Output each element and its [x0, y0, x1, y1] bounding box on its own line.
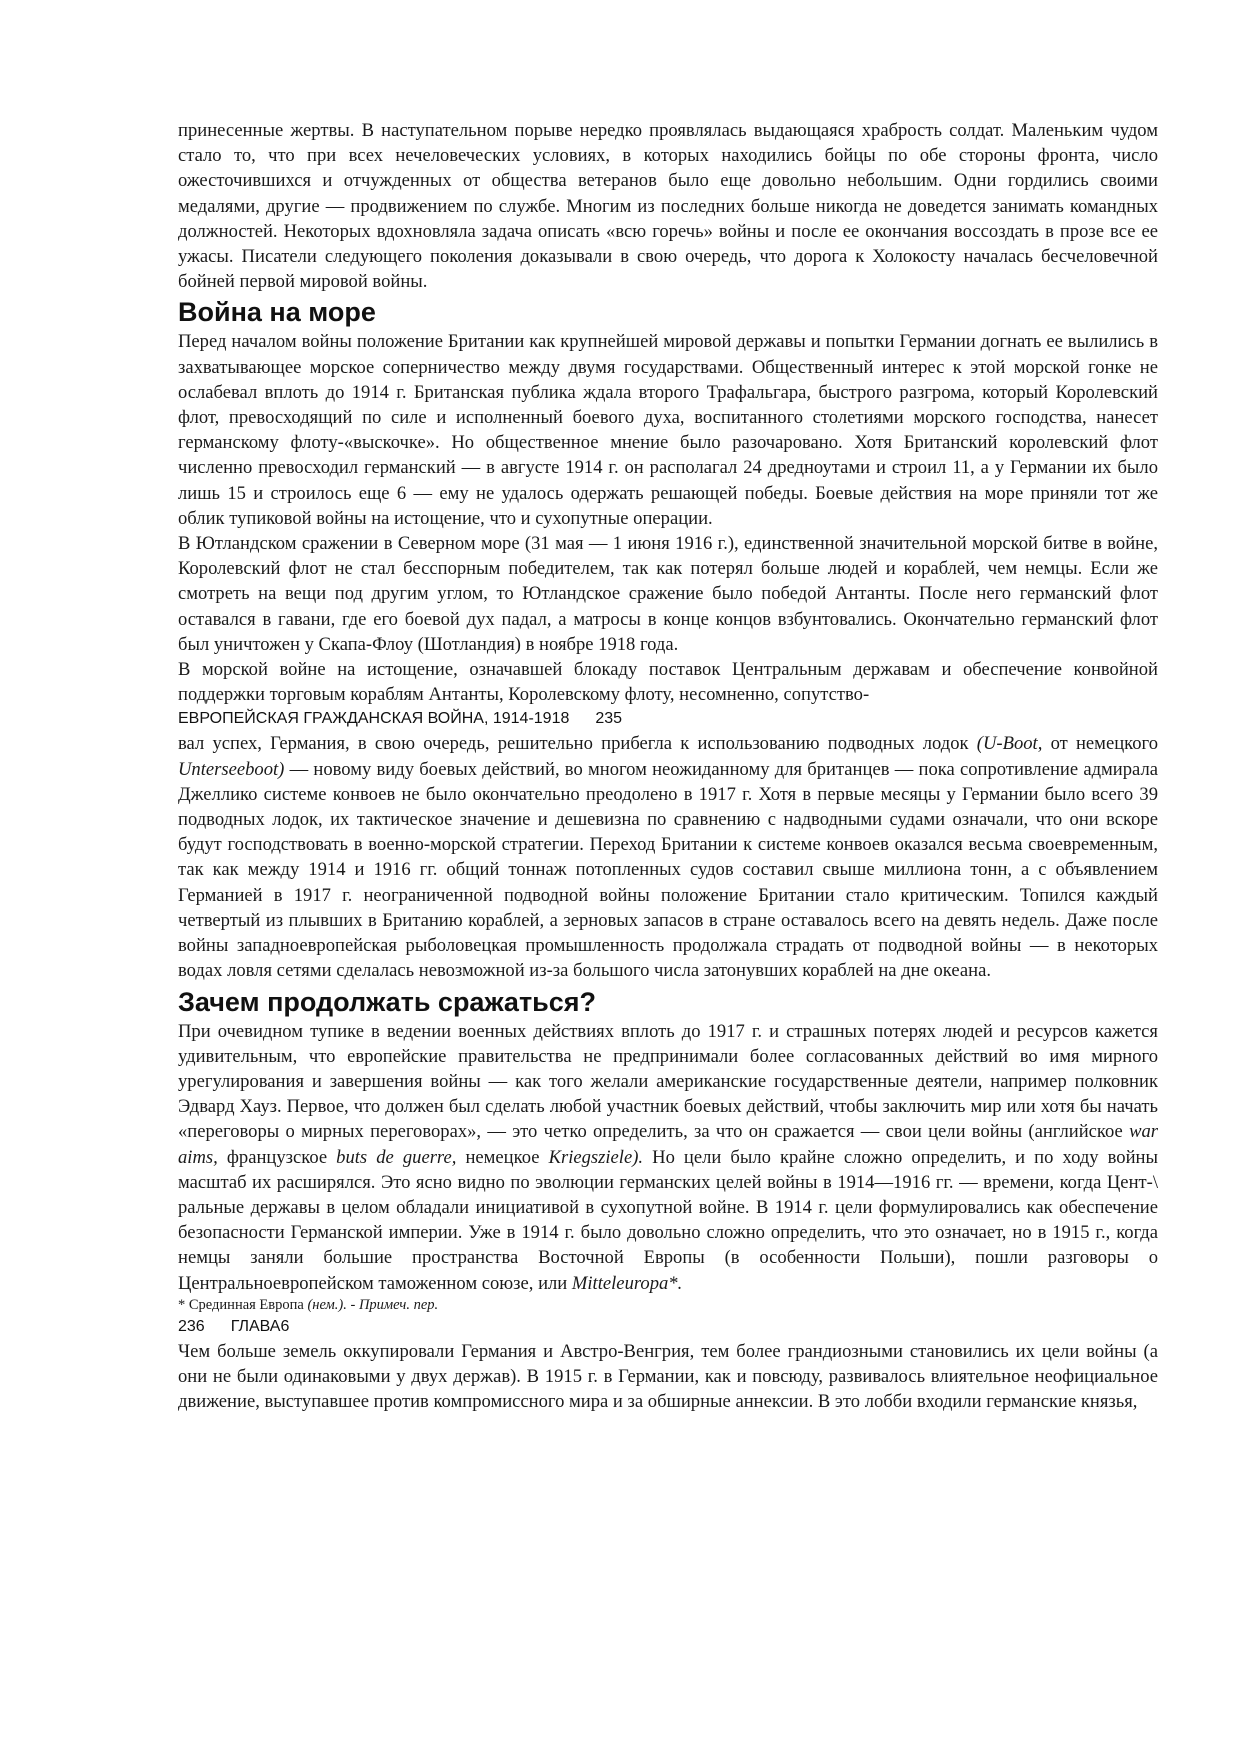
paragraph-war-aims	[178, 1019, 1158, 1296]
italic-term: buts de guerre,	[336, 1146, 457, 1168]
text-run: Но цели было крайне сложно определить, и по ходу войны масштаб их расширялся. Это ясно видно по эволюции германских целей войны в 1914—1916 гг. — времени, когда Цент-\ ральные державы в целом обладали инициативой в сухопутной войне. В 1914 г. цели формулировались как обеспечение безопасности Германской империи. Уже в 1914 г. было довольно сложно определить, что это означает, но в 1915 г., когда немцы заняли большие пространства Восточной Европы (в особенности Польши), пошли разговоры о Центральноевропейском таможенном союзе, или	[178, 1146, 1159, 1294]
paragraph-jutland: В Ютландском сражении в Северном море (31 мая — 1 июня 1916 г.), единственной значительной морской битве в войне, Королевский флот не стал бесспорным победителем, так как потерял больше людей и кораблей, чем немцы. Если же смотреть на вещи под другим углом, то Ютландское сражение было победой Антанты. После него германский флот оставался в гавани, где его боевой дух падал, а матросы в конце концов взбунтовались. Окончательно германский флот был уничтожен у Скапа-Флоу (Шотландия) в ноябре 1918 года.	[178, 533, 1158, 655]
paragraph-sacrifices: принесенные жертвы. В наступательном порыве нередко проявлялась выдающаяся храбрость солдат. Маленьким чудом стало то, что при всех нечеловеческих условиях, в которых находились бойцы по обе стороны фронта, число ожесточившихся и отчужденных от общества ветеранов было еще довольно небольшим. Одни гордились своими медалями, другие — продвижением по службе. Многим из последних больше никогда не доведется занимать командных должностей. Некоторых вдохновляла задача описать «всю горечь» войны и после ее окончания воссоздать в прозе все ее ужасы. Писатели следующего поколения доказывали в свою очередь, что дорога к Холокосту началась бесчеловечной бойней первой мировой войны.	[178, 120, 1158, 293]
footnote-italic: (нем.). - Примеч. пер.	[307, 1296, 439, 1313]
footnote	[178, 1296, 1158, 1315]
paragraph-naval-rivalry: Перед началом войны положение Британии как крупнейшей мировой державы и попытки Германии догнать ее вылились в захватывающее морское соперничество между двумя государствами. Общественный интерес к этой морской гонке не ослабевал вплоть до 1914 г. Британская публика ждала второго Трафальгара, быстрого разгрома, который Королевский флот, превосходящий по силе и исполненный боевого духа, воспитанного столетиями морского господства, нанесет германскому флоту-«выскочке». Но общественное мнение было разочаровано. Хотя Британский королевский флот численно превосходил германский — в августе 1914 г. он располагал 24 дредноутами и строил 11, а у Германии их было лишь 15 и строилось еще 6 — ему не удалось одержать решающей победы. Боевые действия на море приняли тот же облик тупиковой войны на истощение, что и сухопутные операции.	[178, 331, 1158, 529]
text-run: от немецкого	[1042, 733, 1158, 755]
italic-term: war aims,	[178, 1121, 1158, 1168]
running-header-chapter: ГЛАВА6	[230, 1317, 290, 1335]
italic-term: Mitteleuropa*.	[571, 1272, 683, 1294]
italic-term: (U-Boot,	[976, 733, 1043, 755]
paragraph-attrition: В морской войне на истощение, означавшей блокаду поставок Центральным державам и обеспечение конвойной поддержки торговым кораблям Антанты, Королевскому флоту, несомненно, сопутство-	[178, 659, 1158, 706]
text-run: французское	[217, 1146, 337, 1168]
heading-war-at-sea: Война на море	[178, 297, 376, 328]
italic-term: Kriegsziele).	[548, 1146, 644, 1168]
text-run: — новому виду боевых действий, во многом неожиданному для британцев — пока сопротивление адмирала Джеллико системе конвоев не было окончательно преодолено в 1917 г. Хотя в первые месяцы у Германии было всего 39 подводных лодок, их тактическое значение и дешевизна по сравнению с надводными судами означали, что они вскоре будут господствовать в военно-морской стратегии. Переход Британии к системе конвоев оказался весьма своевременным, так как между 1914 и 1916 гг. общий тоннаж потопленных судов составил свыше миллиона тонн, а с объявлением Германией в 1917 г. неограниченной подводной войны положение Британии стало критическим. Топился каждый четвертый из плывших в Британию кораблей, а зерновых запасов в стране оставалось всего на девять недель. Даже после войны западноевропейская рыболовецкая промышленность продолжала страдать от подводной войны — в некоторых водах ловля сетями сделалась невозможной из-за большого числа затонувших кораблей на дне океана.	[178, 758, 1158, 982]
running-header-page-number: 236	[178, 1317, 205, 1335]
running-header-236	[178, 1316, 1158, 1337]
heading-why-keep-fighting: Зачем продолжать сражаться?	[178, 986, 597, 1017]
footnote-text: * Срединная Европа	[178, 1296, 308, 1313]
text-run: немецкое	[456, 1146, 549, 1168]
paragraph-submarines	[178, 731, 1158, 983]
italic-term: Unterseeboot)	[178, 758, 285, 780]
running-header-title: ЕВРОПЕЙСКАЯ ГРАЖДАНСКАЯ ВОЙНА, 1914-1918	[178, 710, 570, 728]
text-run: вал успех, Германия, в свою очередь, решительно прибегла к использованию подводных лодок	[178, 733, 977, 755]
running-header-235	[178, 708, 1158, 729]
paragraph-annexations: Чем больше земель оккупировали Германия и Австро-Венгрия, тем более грандиозными становились их цели войны (а они не были одинаковыми у двух держав). В 1915 г. в Германии, как и повсюду, развивалось влиятельное неофициальное движение, выступавшее против компромиссного мира и за обширные аннексии. В это лобби входили германские князья,	[178, 1340, 1158, 1413]
text-run: При очевидном тупике в ведении военных действиях вплоть до 1917 г. и страшных потерях людей и ресурсов кажется удивительным, что европейские правительства не предпринимали более согласованных действий во имя мирного урегулирования и завершения войны — как того желали американские государственные деятели, например полковник Эдвард Хауз. Первое, что должен был сделать любой участник боевых действий, чтобы заключить мир или хотя бы начать «переговоры о мирных переговорах», — это четко определить, за что он сражается — свои цели войны (английское	[178, 1020, 1158, 1143]
document-page	[178, 118, 1158, 1414]
running-header-page-number: 235	[595, 710, 623, 728]
